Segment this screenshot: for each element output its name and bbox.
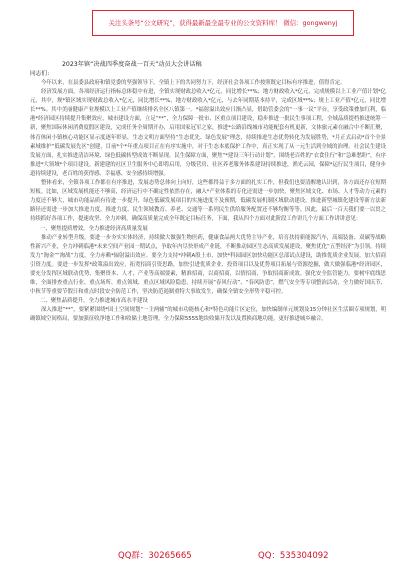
paragraph-intro: 今年以来，在县委县政府和镇党委的坚强领导下，全镇上下的共同努力下，经济社会各项工作按照既定目标有序推进，值得肯定。 (41, 80, 346, 86)
document-body (30, 60, 386, 325)
section-body-city: 深入推进“**”，要紧紧围绕*国土空间规划“一主两辅”的城市功能核心和*特色功能片区定位，加快编制单元规划及15分钟社区生活圈专项规划，明确镇域空间格局，要加强征收净地工作和收储土地管理，全力保障5555地块收储开发以及置换商地功能，更好推进城乡融合。 (30, 307, 386, 323)
section-heading-city: 二、聚焦品质提升，全力推进城市高水平建设 (40, 298, 148, 305)
document-title: 2023年镇“决战四季度奋战一百天”动员大会讲话稿 (62, 61, 202, 68)
promo-banner-text: 关注头条号“公文研究”，获得最新最全最专业的公文资料库！ 微信：gongwenyj (108, 19, 338, 27)
section-heading-economy: 一、聚焦提质增效，全力推进经济高质量发展 (40, 225, 148, 232)
paragraph-achievements: 经济发展方面，各项经济运行指标总体稳中有进，全镇实现财政总收入*亿元，同比增长**%；地方财政收入*亿元，完成规模以上工业产值计划*亿元，其中，规*镇区域实现财政总收入*亿元，同比增长**%，地方财政收入*亿元，与去年同期基本持平，完成区域**%；规上工业产值*亿元，同比增长**%。其中美丽健康产业规模以上工业产值继续排名全区八镇第一。*福射溢出效应日渐凸显，借助管委会的“一事一议”平台，享受政策叠加红利，临港*经济园区持续提升集聚效应，城市建设方面，立足“**”，全力保障一批市、区重点项目建设，稳步推进一批民生事项工程，全域品质提档推进统筹一新，聚焦国际休闲消费度假区建设，完成任务全周期开办，启用国家冠军之家，推进*公路沿线城市功能配套有机更新，文体旅元素在融合中不断汇聚，体育休闲小镇核心功能区显示度逐年彰显，生态文明方面坚持“生态优先、绿色发展”理念，持续推进生态优势转化为发展胜势，*月正式启动*首个全景素域维护“低碳发展先区”创建，目前*个*年重点项目正在有序实施中，对于生态本底保护工作中，真正实现了从一元生活到全域的治理。社会民生建设发展方面，扎实推进清洁环境、绿色低碳转型成效不断显现。民生保障方面，聚焦“*建设三年行动计划”，围绕老百姓的“衣食住行”和“急难愁盼”，有序推进*大领域*个项目建设。新建建的社区卫生服务中心即将启用，分级营房、社区养老服务体系建设持续推进，渔光云园，保障*运行民生项目，健身步道持续建设，老百姓的获得感、幸福感、安全感持续增强。 (30, 89, 386, 177)
greeting: 同志们： (30, 71, 53, 77)
qq-group-number: QQ群：30265665 (118, 551, 192, 561)
paragraph-assessment: 整体看来，全镇各项工作都在有序推进，发展态势总体向上向好，这些都得益于多方面的扎实工作，但我们也要清醒地认识到，各方面还存在短期短板。比如，区域发展机能还不够高，经济运行中不确定性依然存在，融入*产业体系的专化还需进一步加快，聚焦区域文化、市场、人才等动力元素的力度还不够大，城市功能品质有待进一步提升，绿色低碳发展项目的实施进度不及预期，低碳发展机制区域联动建设，推进新型城镇化建设等新方法新路径还需进一步加大推进力度，推进力度、民生领域教育、养老、交通等一系列民生供给服务配置还不够均衡等等。因此，最后一百天我们要一以贯之持续抓好各项工作，提速攻坚、全力冲刺，确保高质量完成全年既定目标任务，下面，我从四个方面对此阶段工作讲几个方面工作讲讲意见： (30, 180, 386, 223)
qq-number: QQ：535304092 (258, 551, 329, 561)
promo-banner (92, 10, 354, 36)
section-body-economy: 推动产业转型升级。要进一步夯实实体经济，持续做大做强生物医药，健康食品两大优势主导产业，培育扶持新能源汽车，高端装备、双碳等战略性新兴产业，全力冲刺临港*未来空间产业园一期试点，争取年内尽快形成产业链，不断推动园区生态高质发展建设，聚焦优化“五型经济”为引领，持续发力“淘金”“淘战”力度，全力赤赖*辐射溢出效应。要全力支持*冲刺A股上市，加快*科园园区加快功能区总部试点建设，助推优质企业发展，加大招商引资力度。要进一步发挥*政策溢出效应，拓宽招商引资思路，加快引进优质企业、投资项目以及优势项目拓展与资源挖掘，做大做强临港*经济园区，要充分发挥区域联动优势、集聚资本、人才、产业等高端要素，精准招商，以商招商，以情招商，争取招商新成效。强化安全监管能力。要树牢底线思维，全面排查重点行业、重点场所、重点领域、重点区域风险隐患，持续开展“春风行动”、“春风防患”，燃气安全等专项整治活动，全力做好国庆节、中秋节等重要节假日和重点时段安全防范工作，坚决防范遏制重特大事故发生，确保全镇安全形势平稳可控。 (30, 234, 386, 296)
contact-footer (0, 547, 408, 565)
